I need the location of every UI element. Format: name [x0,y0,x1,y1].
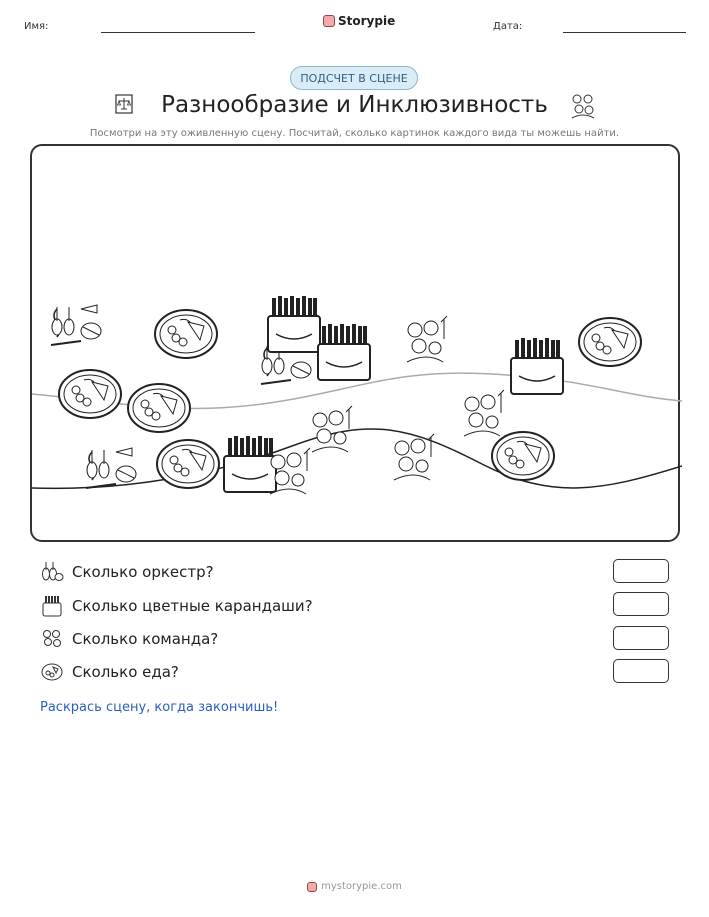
team-icon [568,90,598,120]
date-label: Дата: [493,21,523,32]
name-field[interactable] [101,32,255,33]
color-scene-prompt: Раскрась сцену, когда закончишь! [40,700,279,715]
answer-box-food[interactable] [613,659,669,683]
answer-box-team[interactable] [613,626,669,650]
scene-drawing [32,146,682,544]
question-text: Сколько оркестр? [72,563,214,581]
question-colored-pencils [40,594,313,618]
question-text: Сколько команда? [72,630,219,648]
colored-pencils-icon [40,594,64,618]
storypie-logo [323,14,395,28]
scene-count-badge: ПОДСЧЕТ В СЦЕНЕ [290,66,418,90]
answer-box-orchestra[interactable] [613,559,669,583]
orchestra-icon [40,560,64,584]
footer-url: mystorypie.com [321,881,402,892]
food-plate-icon [40,660,64,684]
answer-box-colored-pencils[interactable] [613,592,669,616]
instructions: Посмотри на эту оживленную сцену. Посчитай, сколько картинок каждого вида ты можешь найти. [89,128,620,139]
question-text: Сколько еда? [72,663,179,681]
question-food [40,660,179,684]
name-label: Имя: [24,21,49,32]
question-text: Сколько цветные карандаши? [72,597,313,615]
logo-icon [323,15,335,27]
coloring-scene[interactable] [30,144,680,542]
page-title: Разнообразие и Инклюзивность [161,92,548,118]
logo-text: Storypie [338,14,396,28]
question-orchestra [40,560,214,584]
footer [0,881,709,892]
logo-icon [307,882,317,892]
question-team [40,627,218,651]
team-icon [40,627,64,651]
date-field[interactable] [563,32,686,33]
